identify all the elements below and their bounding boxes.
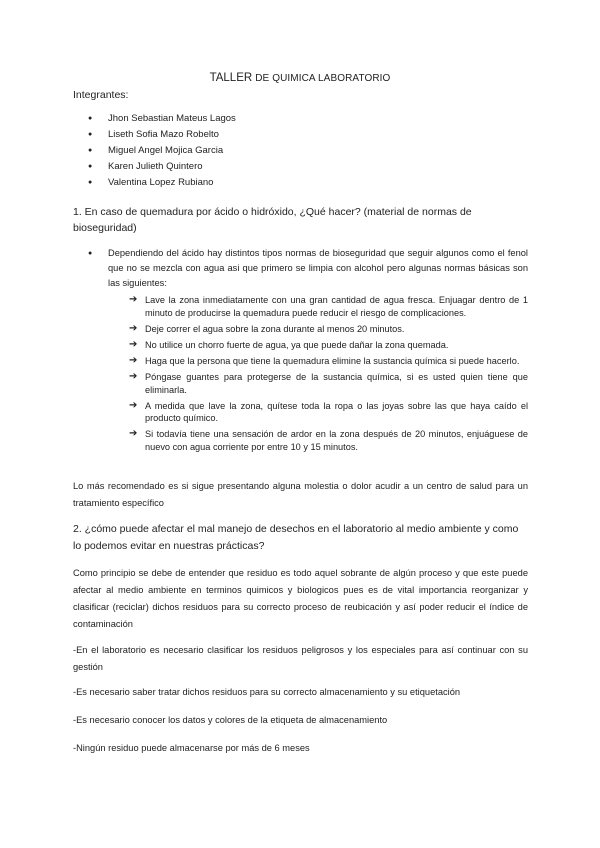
members-label: Integrantes: (73, 89, 129, 101)
point-1: -En el laboratorio es necesario clasificar los residuos peligrosos y los especiales para así continuar con su gestión (73, 645, 528, 672)
question-1: 1. En caso de quemadura por ácido o hidróxido, ¿Qué hacer? (material de normas de bioseguridad) (73, 206, 472, 234)
question-2: 2. ¿cómo puede afectar el mal manejo de desechos en el laboratorio al medio ambiente y como lo podemos evitar en nuestras prácticas? (73, 523, 519, 552)
step-text: Póngase guantes para protegerse de la sustancia química, si es usted quien tiene que eliminarla. (145, 371, 528, 395)
list-item (129, 355, 528, 368)
list-item: ● Karen Julieth Quintero (88, 159, 236, 175)
step-text: Lave la zona inmediatamente con una gran cantidad de agua fresca. Enjuagar dentro de 1 minuto de producirse la quemadura puede reducir el riesgo de complicaciones. (145, 295, 528, 318)
step-text: Si todavía tiene una sensación de ardor en la zona después de 20 minutos, enjuáguese de nuevo con agua corriente por entre 10 y 15 minutos. (145, 429, 528, 452)
members-list (88, 111, 236, 191)
list-item (129, 428, 528, 453)
arrow-icon: ➔ (129, 399, 138, 411)
arrow-icon: ➔ (129, 370, 138, 382)
document-title (0, 72, 600, 84)
arrow-icon: ➔ (129, 322, 138, 334)
answer-intro: ● Dependiendo del ácido hay distintos tipos normas de bioseguridad que seguir algunos como el fenol que no se mezcla con agua asi que primero se limpia con alcohol pero algunas normas básicas son las siguientes: (88, 246, 528, 291)
arrow-icon: ➔ (129, 294, 138, 305)
point-3: -Es necesario conocer los datos y colores de la etiqueta de almacenamiento (73, 715, 388, 725)
arrow-icon: ➔ (129, 428, 138, 440)
arrow-icon: ➔ (129, 354, 138, 366)
list-item: ● Valentina Lopez Rubiano (88, 175, 236, 191)
list-item (129, 323, 528, 336)
list-item: ● Liseth Sofia Mazo Robelto (88, 127, 236, 143)
list-item (129, 339, 528, 352)
title-part-2: DE QUIMICA LABORATORIO (255, 73, 391, 84)
steps-list (129, 294, 528, 454)
question-1-conclusion: Lo más recomendado es si sigue presentando alguna molestia o dolor acudir a un centro de salud para un tratamiento específico (73, 481, 528, 508)
list-item: ● Jhon Sebastian Mateus Lagos (88, 111, 236, 127)
step-text: A medida que lave la zona, quítese toda la ropa o las joyas sobre las que haya caído el producto químico. (145, 400, 528, 424)
step-text: Haga que la persona que tiene la quemadura elimine la sustancia química si puede hacerlo. (145, 355, 520, 366)
point-2: -Es necesario saber tratar dichos residuos para su correcto almacenamiento y su etiquetación (73, 687, 461, 697)
arrow-icon: ➔ (129, 338, 138, 350)
list-item (129, 294, 528, 319)
title-part-1: TALLER (209, 72, 253, 84)
step-text: No utilice un chorro fuerte de agua, ya que puede dañar la zona quemada. (145, 339, 449, 350)
list-item (129, 371, 528, 396)
step-text: Deje correr el agua sobre la zona durante al menos 20 minutos. (145, 323, 405, 334)
list-item (129, 400, 528, 425)
point-4: -Ningún residuo puede almacenarse por más de 6 meses (73, 743, 310, 753)
question-2-answer: Como principio se debe de entender que residuo es todo aquel sobrante de algún proceso y que este puede afectar al medio ambiente en terminos quimicos y biologicos pues es de vital importancia reorganizar y clasificar (reciclar) dichos residuos para su correcto proceso de reubicación y así poder reducir el índice de contaminación (73, 568, 528, 629)
list-item: ● Miguel Angel Mojica Garcia (88, 143, 236, 159)
question-1-answer (88, 246, 528, 457)
